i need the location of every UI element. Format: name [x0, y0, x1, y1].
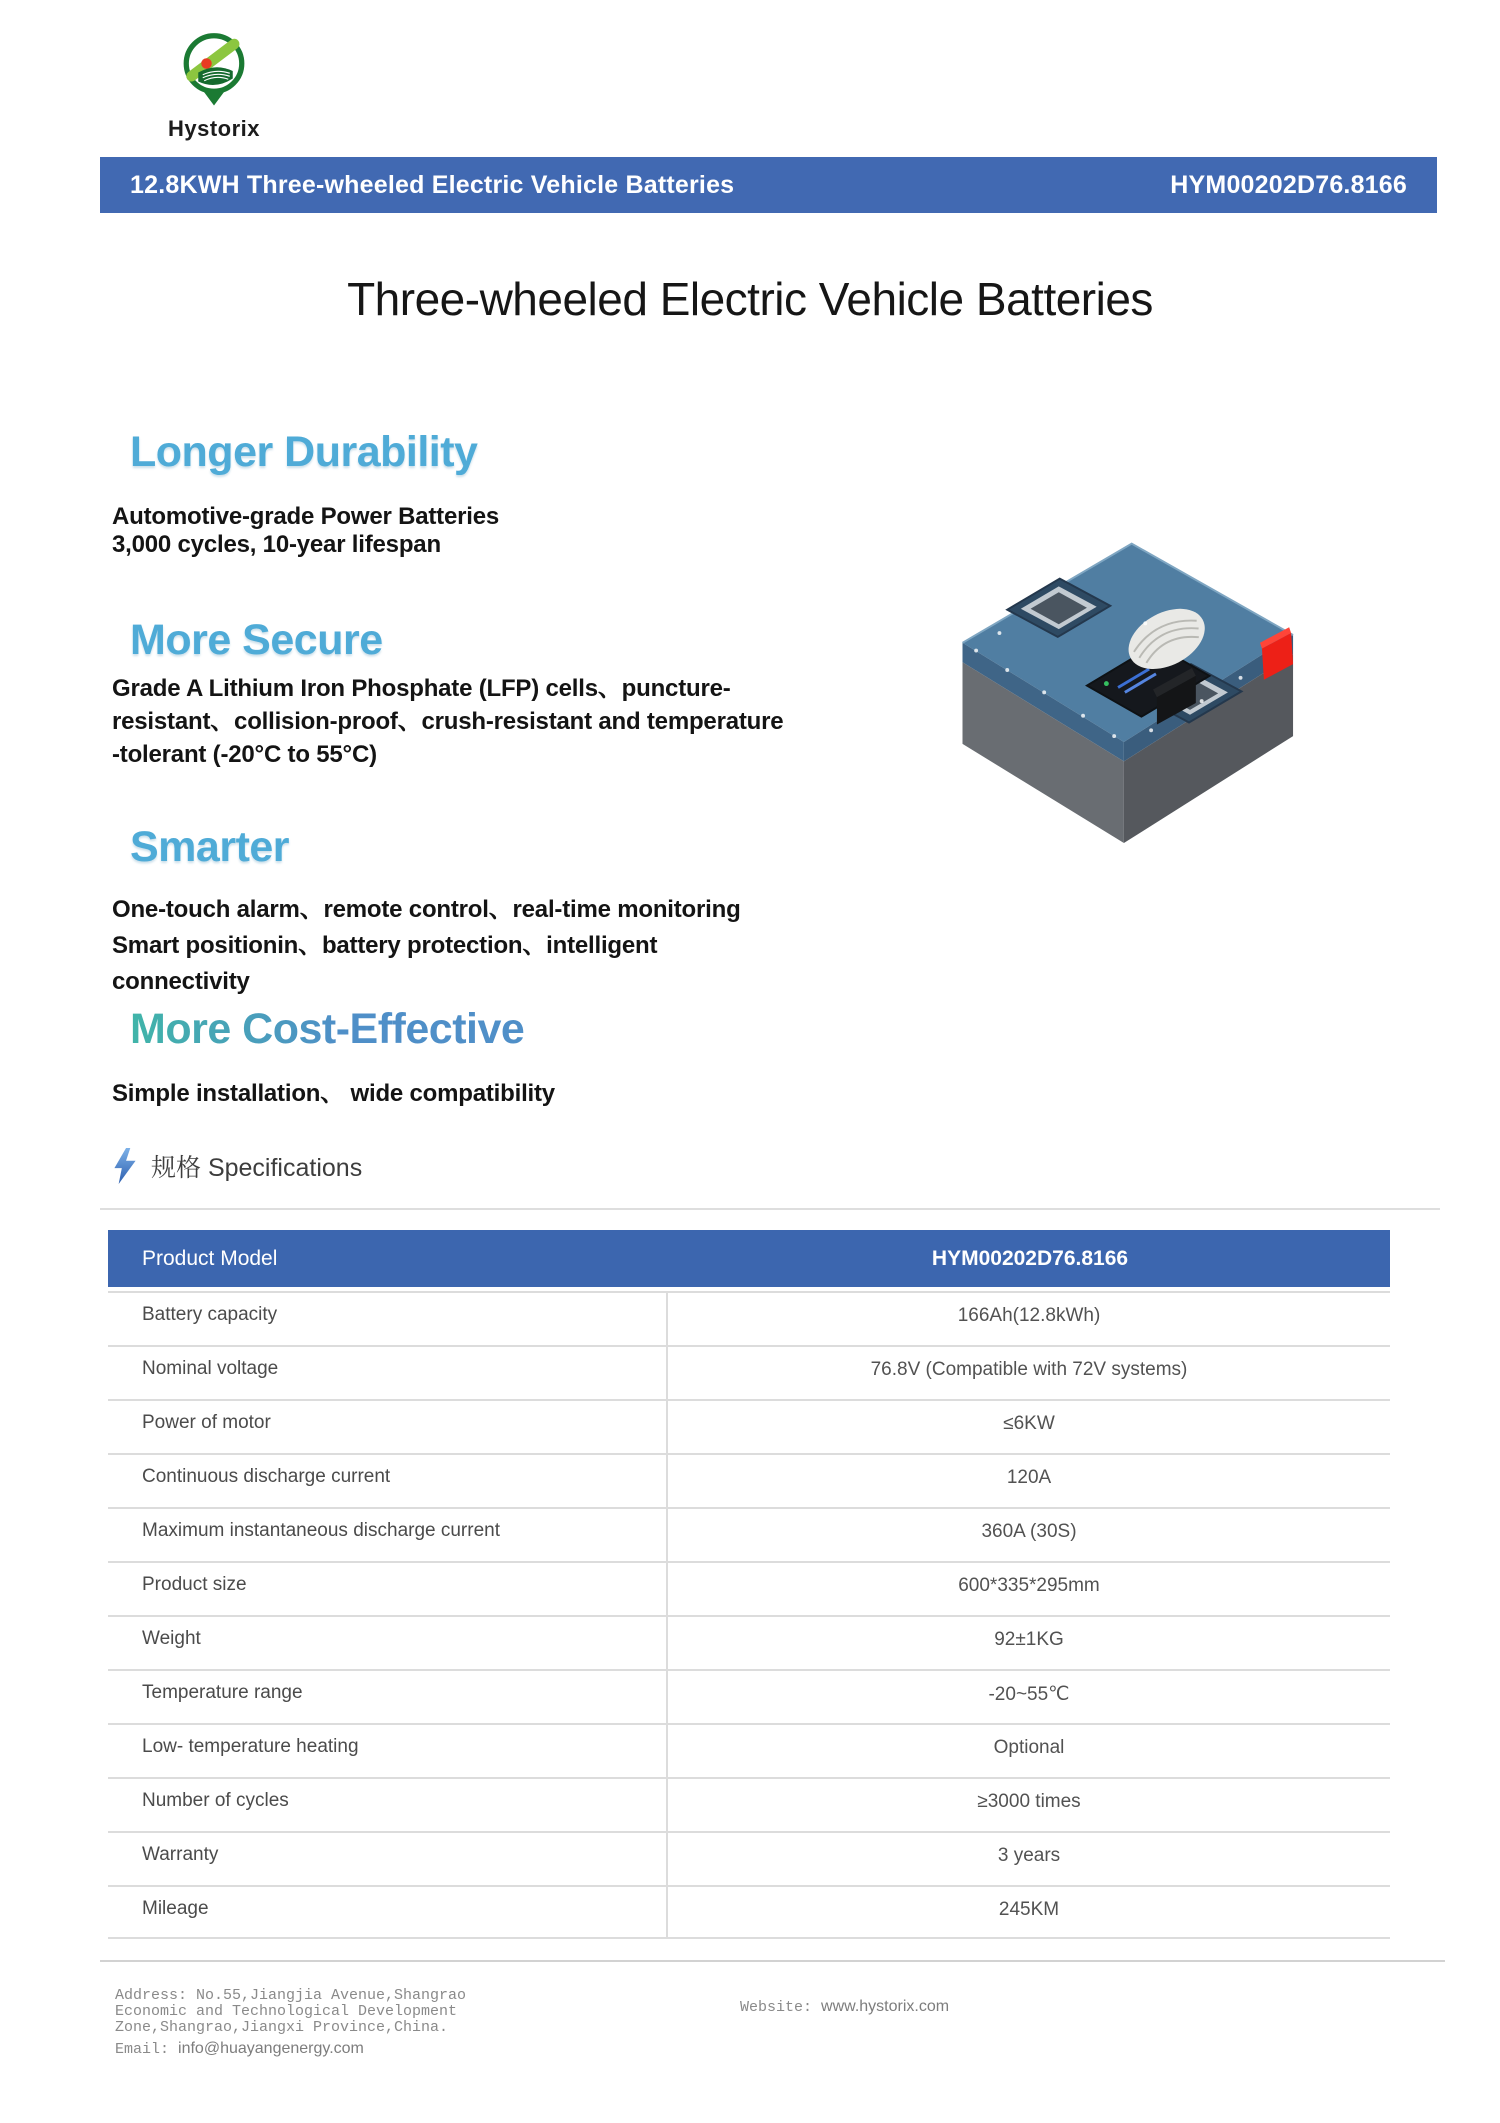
row-value: 92±1KG: [994, 1629, 1064, 1650]
title-bar-product-name: 12.8KWH Three-wheeled Electric Vehicle Batteries: [130, 170, 735, 199]
document-title-bar: [100, 157, 1437, 213]
row-label: Nominal voltage: [108, 1347, 668, 1399]
battery-3d-render-icon: [905, 495, 1335, 845]
row-value: 245KM: [998, 1899, 1060, 1920]
product-model-value: HYM00202D76.8166: [931, 1246, 1129, 1270]
specs-section-header: [112, 1148, 362, 1184]
feature-text-line: One-touch alarm、remote control、real-time monitoring: [112, 896, 741, 923]
footer-address-block: [115, 1988, 466, 2058]
spec-table-body: [108, 1291, 1390, 1939]
address-line: Address: No.55,Jiangjia Avenue,Shangrao: [115, 1987, 467, 2004]
feature-durability: [112, 428, 477, 477]
feature-heading: More Cost-Effective: [112, 1005, 524, 1054]
row-value: 120A: [1006, 1467, 1052, 1488]
spec-table-header-row: [108, 1230, 1390, 1287]
row-value: 600*335*295mm: [958, 1575, 1100, 1596]
table-row: [108, 1345, 1390, 1399]
address-line: Zone,Shangrao,Jiangxi Province,China.: [115, 2019, 449, 2036]
feature-text-line: Simple installation、 wide compatibility: [112, 1080, 555, 1107]
table-row: [108, 1399, 1390, 1453]
battery-product-image: [905, 495, 1335, 845]
table-row: [108, 1291, 1390, 1345]
feature-smarter-text: [112, 892, 741, 1000]
website-label: Website:: [740, 1999, 813, 2016]
feature-text-line: Grade A Lithium Iron Phosphate (LFP) cells、puncture-: [112, 675, 731, 702]
feature-text-line: connectivity: [112, 968, 250, 995]
feature-heading: More Secure: [130, 616, 383, 664]
row-label: Battery capacity: [108, 1293, 668, 1345]
row-value: 76.8V (Compatible with 72V systems): [870, 1359, 1188, 1380]
table-row: [108, 1831, 1390, 1885]
row-label: Temperature range: [108, 1671, 668, 1723]
feature-text-line: Smart positionin、battery protection、intelligent: [112, 932, 658, 959]
row-value: 166Ah(12.8kWh): [957, 1305, 1101, 1326]
feature-secure: [112, 616, 383, 665]
logo-text: Hystorix: [167, 116, 261, 141]
specs-section-label: 规格 Specifications: [151, 1154, 363, 1182]
row-value: -20~55℃: [988, 1684, 1070, 1705]
feature-text-line: 3,000 cycles, 10-year lifespan: [112, 531, 441, 558]
row-value: ≤6KW: [1003, 1413, 1055, 1434]
feature-text-line: Automotive-grade Power Batteries: [112, 503, 500, 530]
row-label: Warranty: [108, 1833, 668, 1885]
feature-cost-effective: [112, 1005, 524, 1054]
feature-text-line: -tolerant (-20°C to 55°C): [112, 741, 377, 768]
footer-email-line: [115, 2041, 466, 2058]
row-label: Number of cycles: [108, 1779, 668, 1831]
table-row: [108, 1885, 1390, 1939]
row-value: 3 years: [997, 1845, 1061, 1866]
section-divider: [100, 1208, 1440, 1210]
hystorix-leaf-emblem-icon: [175, 26, 253, 110]
row-label: Weight: [108, 1617, 668, 1669]
address-line: Economic and Technological Development: [115, 2003, 458, 2020]
website-value: www.hystorix.com: [821, 1998, 950, 2015]
feature-text-line: resistant、collision-proof、crush-resistant and temperature: [112, 708, 784, 735]
lightning-icon: [112, 1148, 138, 1184]
footer-website-line: [740, 1998, 949, 2016]
table-row: [108, 1615, 1390, 1669]
row-label: Product size: [108, 1563, 668, 1615]
email-label: Email:: [115, 2041, 170, 2058]
table-row: [108, 1453, 1390, 1507]
row-value: Optional: [993, 1737, 1065, 1758]
feature-durability-text: [112, 503, 499, 559]
row-label: Low- temperature heating: [108, 1725, 668, 1777]
product-model-label: Product Model: [142, 1246, 278, 1270]
row-label: Maximum instantaneous discharge current: [108, 1509, 668, 1561]
page-title: Three-wheeled Electric Vehicle Batteries: [347, 273, 1153, 325]
email-value: info@huayangenergy.com: [178, 2040, 364, 2057]
brand-logo: [148, 26, 280, 142]
feature-cost-effective-text: [112, 1080, 555, 1108]
row-value: ≥3000 times: [977, 1791, 1081, 1812]
feature-secure-text: [112, 672, 783, 771]
row-label: Continuous discharge current: [108, 1455, 668, 1507]
spec-table: [108, 1230, 1390, 1939]
feature-smarter: [112, 823, 289, 872]
row-label: Power of motor: [108, 1401, 668, 1453]
footer-divider: [100, 1960, 1445, 1962]
table-row: [108, 1723, 1390, 1777]
feature-heading: Smarter: [130, 823, 290, 871]
table-row: [108, 1561, 1390, 1615]
row-label: Mileage: [108, 1887, 668, 1937]
feature-heading: Longer Durability: [130, 428, 478, 476]
table-row: [108, 1777, 1390, 1831]
table-row: [108, 1507, 1390, 1561]
title-bar-model-number: HYM00202D76.8166: [1170, 170, 1407, 199]
table-row: [108, 1669, 1390, 1723]
row-value: 360A (30S): [981, 1521, 1077, 1542]
